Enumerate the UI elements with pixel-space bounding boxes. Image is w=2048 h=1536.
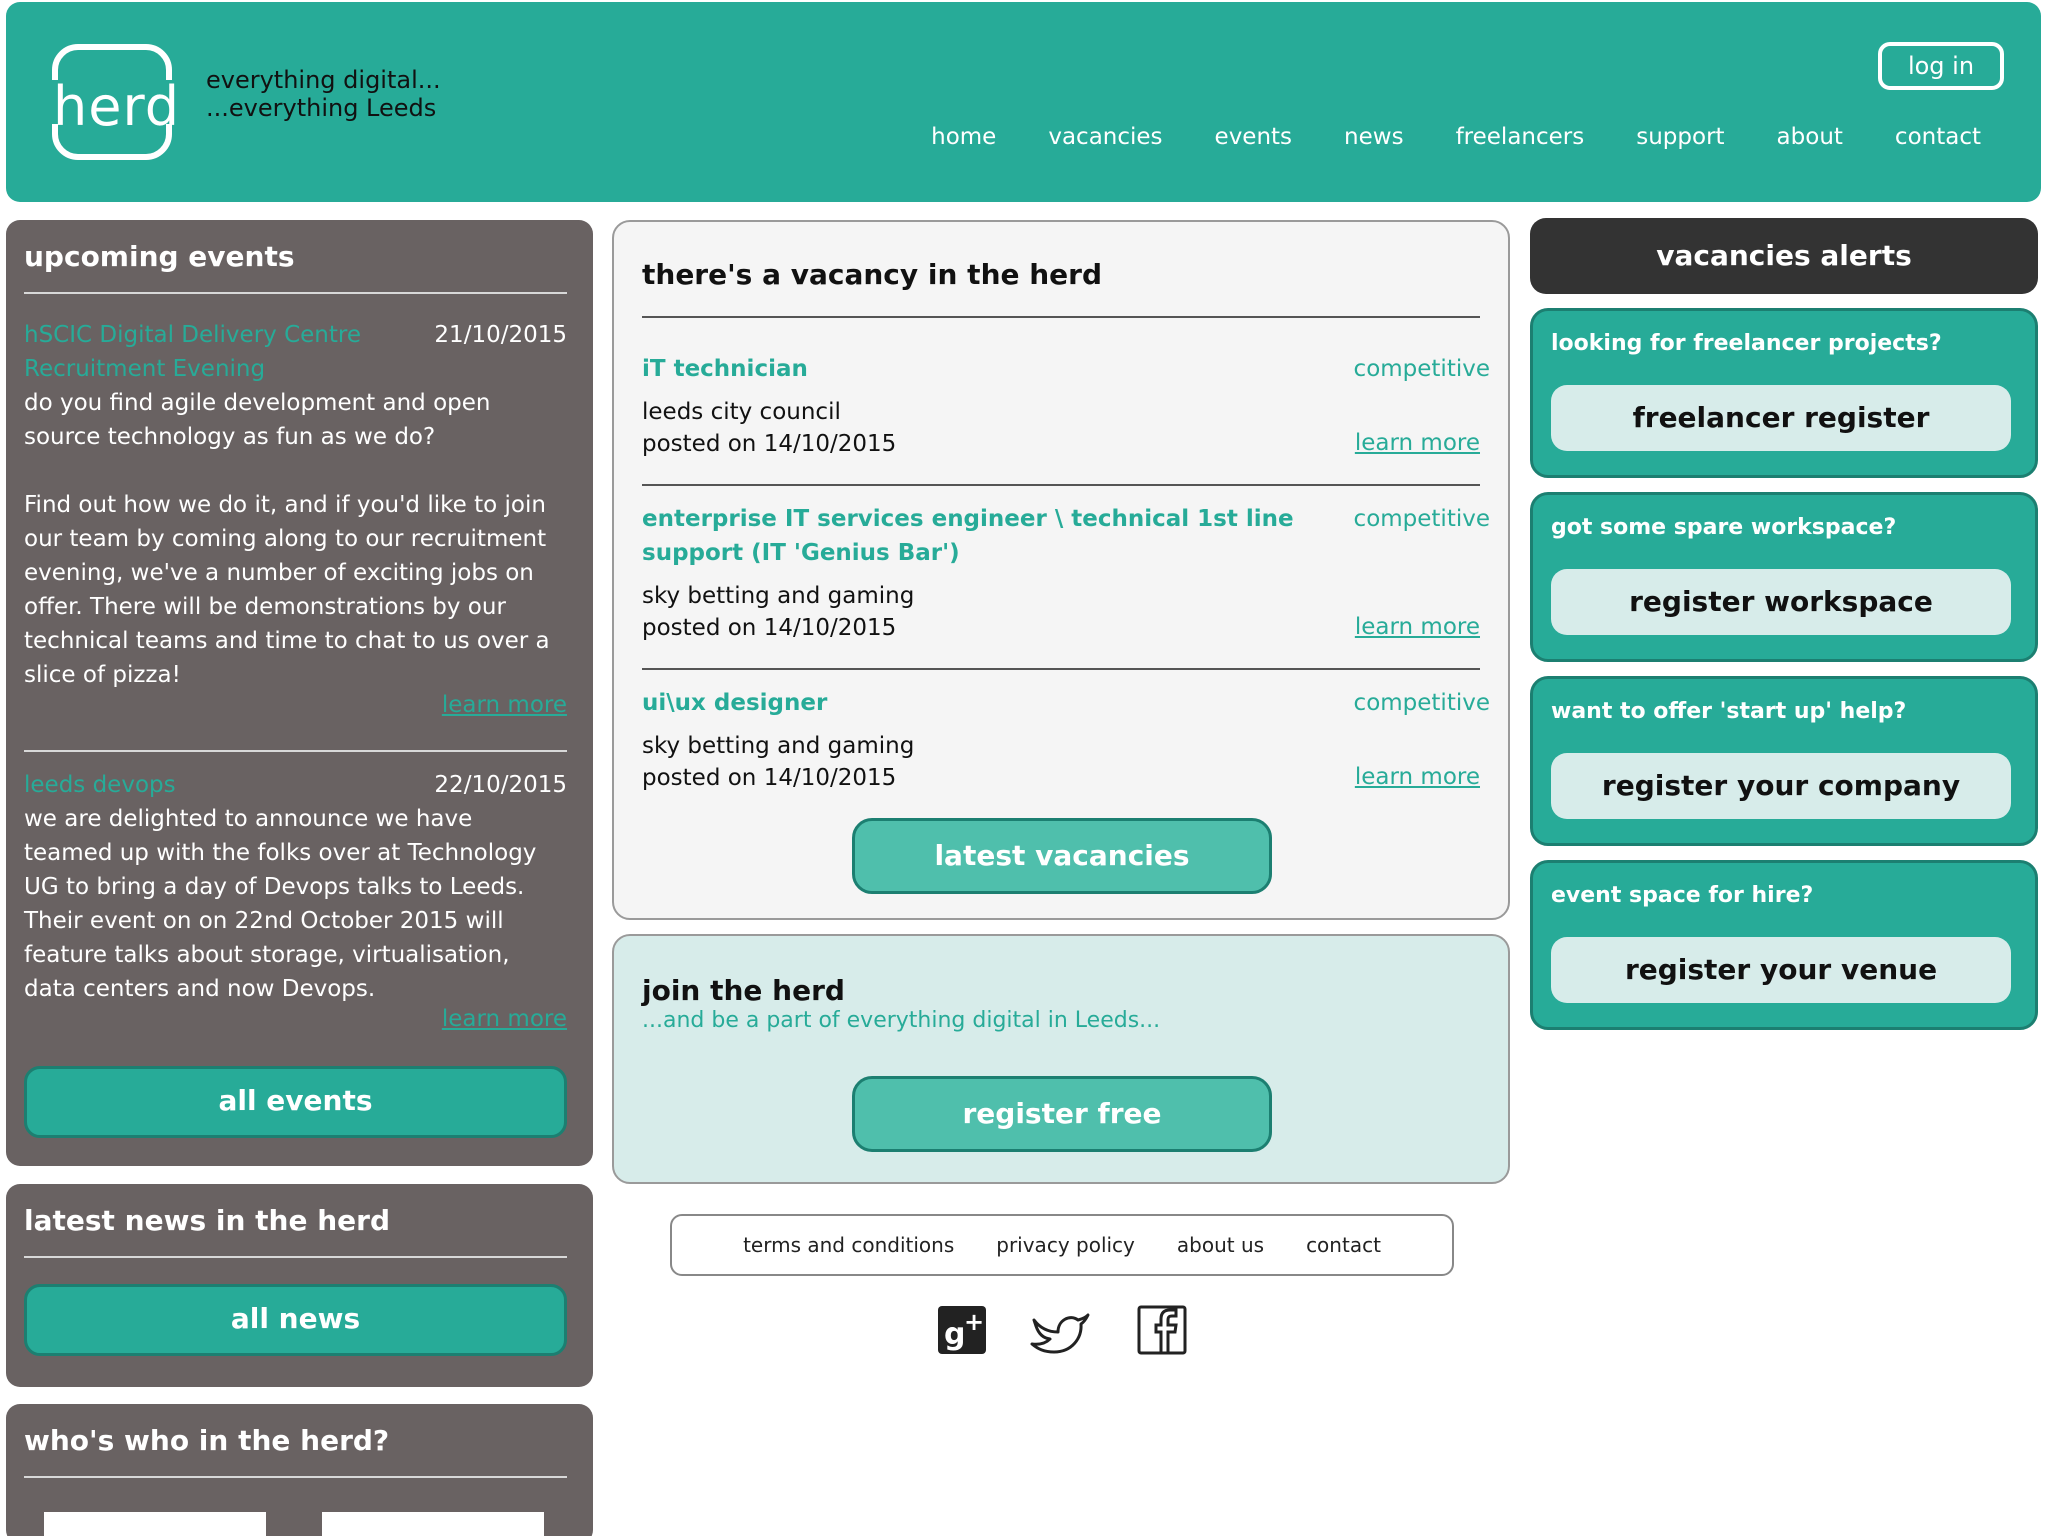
nav-contact[interactable]: contact: [1894, 124, 1981, 150]
svg-text:g: g: [944, 1317, 966, 1352]
tagline-line-2: ...everything Leeds: [206, 94, 437, 122]
nav-vacancies[interactable]: vacancies: [1048, 124, 1163, 150]
latest-news-panel: [6, 1184, 593, 1387]
nav-events[interactable]: events: [1214, 124, 1293, 150]
events-title: upcoming events: [24, 240, 295, 273]
footer-contact-link[interactable]: contact: [1306, 1233, 1381, 1257]
whos-who-title: who's who in the herd?: [24, 1424, 390, 1457]
divider: [642, 484, 1480, 486]
vacancy-title[interactable]: iT technician: [642, 356, 808, 382]
footer-terms-link[interactable]: terms and conditions: [743, 1233, 955, 1257]
vacancies-title: there's a vacancy in the herd: [642, 258, 1103, 291]
latest-vacancies-button[interactable]: latest vacancies: [852, 818, 1272, 894]
vacancy-company: sky betting and gaming: [642, 733, 915, 759]
alert-card: [1530, 308, 2038, 478]
divider: [24, 750, 567, 752]
nav-home[interactable]: home: [931, 124, 997, 150]
nav-about[interactable]: about: [1776, 124, 1843, 150]
footer-privacy-link[interactable]: privacy policy: [996, 1233, 1135, 1257]
login-button[interactable]: log in: [1878, 42, 2004, 90]
all-events-button[interactable]: all events: [24, 1066, 567, 1138]
divider: [642, 316, 1480, 318]
register-workspace-button[interactable]: register workspace: [1551, 569, 2011, 635]
vacancy-posted: posted on 14/10/2015: [642, 765, 897, 791]
vacancy-learn-more-link[interactable]: learn more: [1354, 614, 1480, 640]
facebook-icon[interactable]: [1136, 1304, 1188, 1356]
divider: [642, 668, 1480, 670]
vacancy-salary: competitive: [1353, 506, 1490, 532]
event-date: 21/10/2015: [434, 322, 567, 348]
tagline: [206, 66, 441, 122]
register-venue-button[interactable]: register your venue: [1551, 937, 2011, 1003]
upcoming-events-panel: [6, 220, 593, 1166]
vacancies-alerts-header: vacancies alerts: [1530, 218, 2038, 294]
footer-about-link[interactable]: about us: [1176, 1233, 1265, 1257]
divider: [24, 292, 567, 294]
vacancy-title[interactable]: enterprise IT services engineer \ technical 1st line support (IT 'Genius Bar'): [642, 506, 1294, 566]
nav-support[interactable]: support: [1636, 124, 1725, 150]
join-panel: [612, 934, 1510, 1184]
alert-question: got some spare workspace?: [1551, 515, 1897, 540]
event-learn-more-link[interactable]: learn more: [441, 1006, 567, 1032]
event-description: do you find agile development and open source technology as fun as we do?: [24, 390, 491, 450]
twitter-icon[interactable]: [1028, 1304, 1092, 1356]
alert-question: event space for hire?: [1551, 883, 1814, 908]
divider: [24, 1256, 567, 1258]
news-title: latest news in the herd: [24, 1204, 390, 1237]
join-title: join the herd: [642, 974, 845, 1007]
all-news-button[interactable]: all news: [24, 1284, 567, 1356]
footer-links: [670, 1214, 1454, 1276]
vacancy-posted: posted on 14/10/2015: [642, 615, 897, 641]
site-header: [6, 2, 2041, 202]
vacancy-learn-more-link[interactable]: learn more: [1354, 764, 1480, 790]
register-company-button[interactable]: register your company: [1551, 753, 2011, 819]
member-logo[interactable]: [44, 1512, 266, 1536]
vacancy-company: sky betting and gaming: [642, 583, 915, 609]
vacancy-title[interactable]: ui\ux designer: [642, 690, 828, 716]
logo-text[interactable]: herd: [53, 75, 180, 138]
event-description: Find out how we do it, and if you'd like to join our team by coming along to our recruitment evening, we've a number of exciting jobs on offer. There will be demonstrations by our technical teams and time to chat to us over a slice of pizza!: [24, 492, 550, 688]
alert-card: [1530, 676, 2038, 846]
google-plus-icon[interactable]: [936, 1304, 988, 1356]
register-free-button[interactable]: register free: [852, 1076, 1272, 1152]
vacancies-panel: [612, 220, 1510, 920]
whos-who-panel: [6, 1404, 593, 1536]
nav-news[interactable]: news: [1344, 124, 1404, 150]
event-learn-more-link[interactable]: learn more: [441, 692, 567, 718]
divider: [24, 1476, 567, 1478]
event-title[interactable]: hSCIC Digital Delivery Centre Recruitment Evening: [24, 322, 361, 382]
event-title[interactable]: leeds devops: [24, 772, 176, 798]
member-logo[interactable]: [322, 1512, 544, 1536]
alert-question: looking for freelancer projects?: [1551, 331, 1942, 356]
vacancy-salary: competitive: [1353, 356, 1490, 382]
vacancy-salary: competitive: [1353, 690, 1490, 716]
nav-freelancers[interactable]: freelancers: [1455, 124, 1585, 150]
vacancy-posted: posted on 14/10/2015: [642, 431, 897, 457]
main-nav: [931, 124, 1981, 150]
svg-text:+: +: [964, 1308, 985, 1336]
alert-card: [1530, 492, 2038, 662]
event-description: we are delighted to announce we have teamed up with the folks over at Technology UG to bring a day of Devops talks to Leeds. Their event on on 22nd October 2015 will feature talks about storage, virtualisation, data centers and now Devops.: [24, 806, 537, 1002]
event-date: 22/10/2015: [434, 772, 567, 798]
alert-card: [1530, 860, 2038, 1030]
tagline-line-1: everything digital...: [206, 66, 441, 94]
vacancy-learn-more-link[interactable]: learn more: [1354, 430, 1480, 456]
vacancy-company: leeds city council: [642, 399, 841, 425]
alert-question: want to offer 'start up' help?: [1551, 699, 1907, 724]
join-subtitle: ...and be a part of everything digital in Leeds...: [642, 1008, 1161, 1033]
freelancer-register-button[interactable]: freelancer register: [1551, 385, 2011, 451]
